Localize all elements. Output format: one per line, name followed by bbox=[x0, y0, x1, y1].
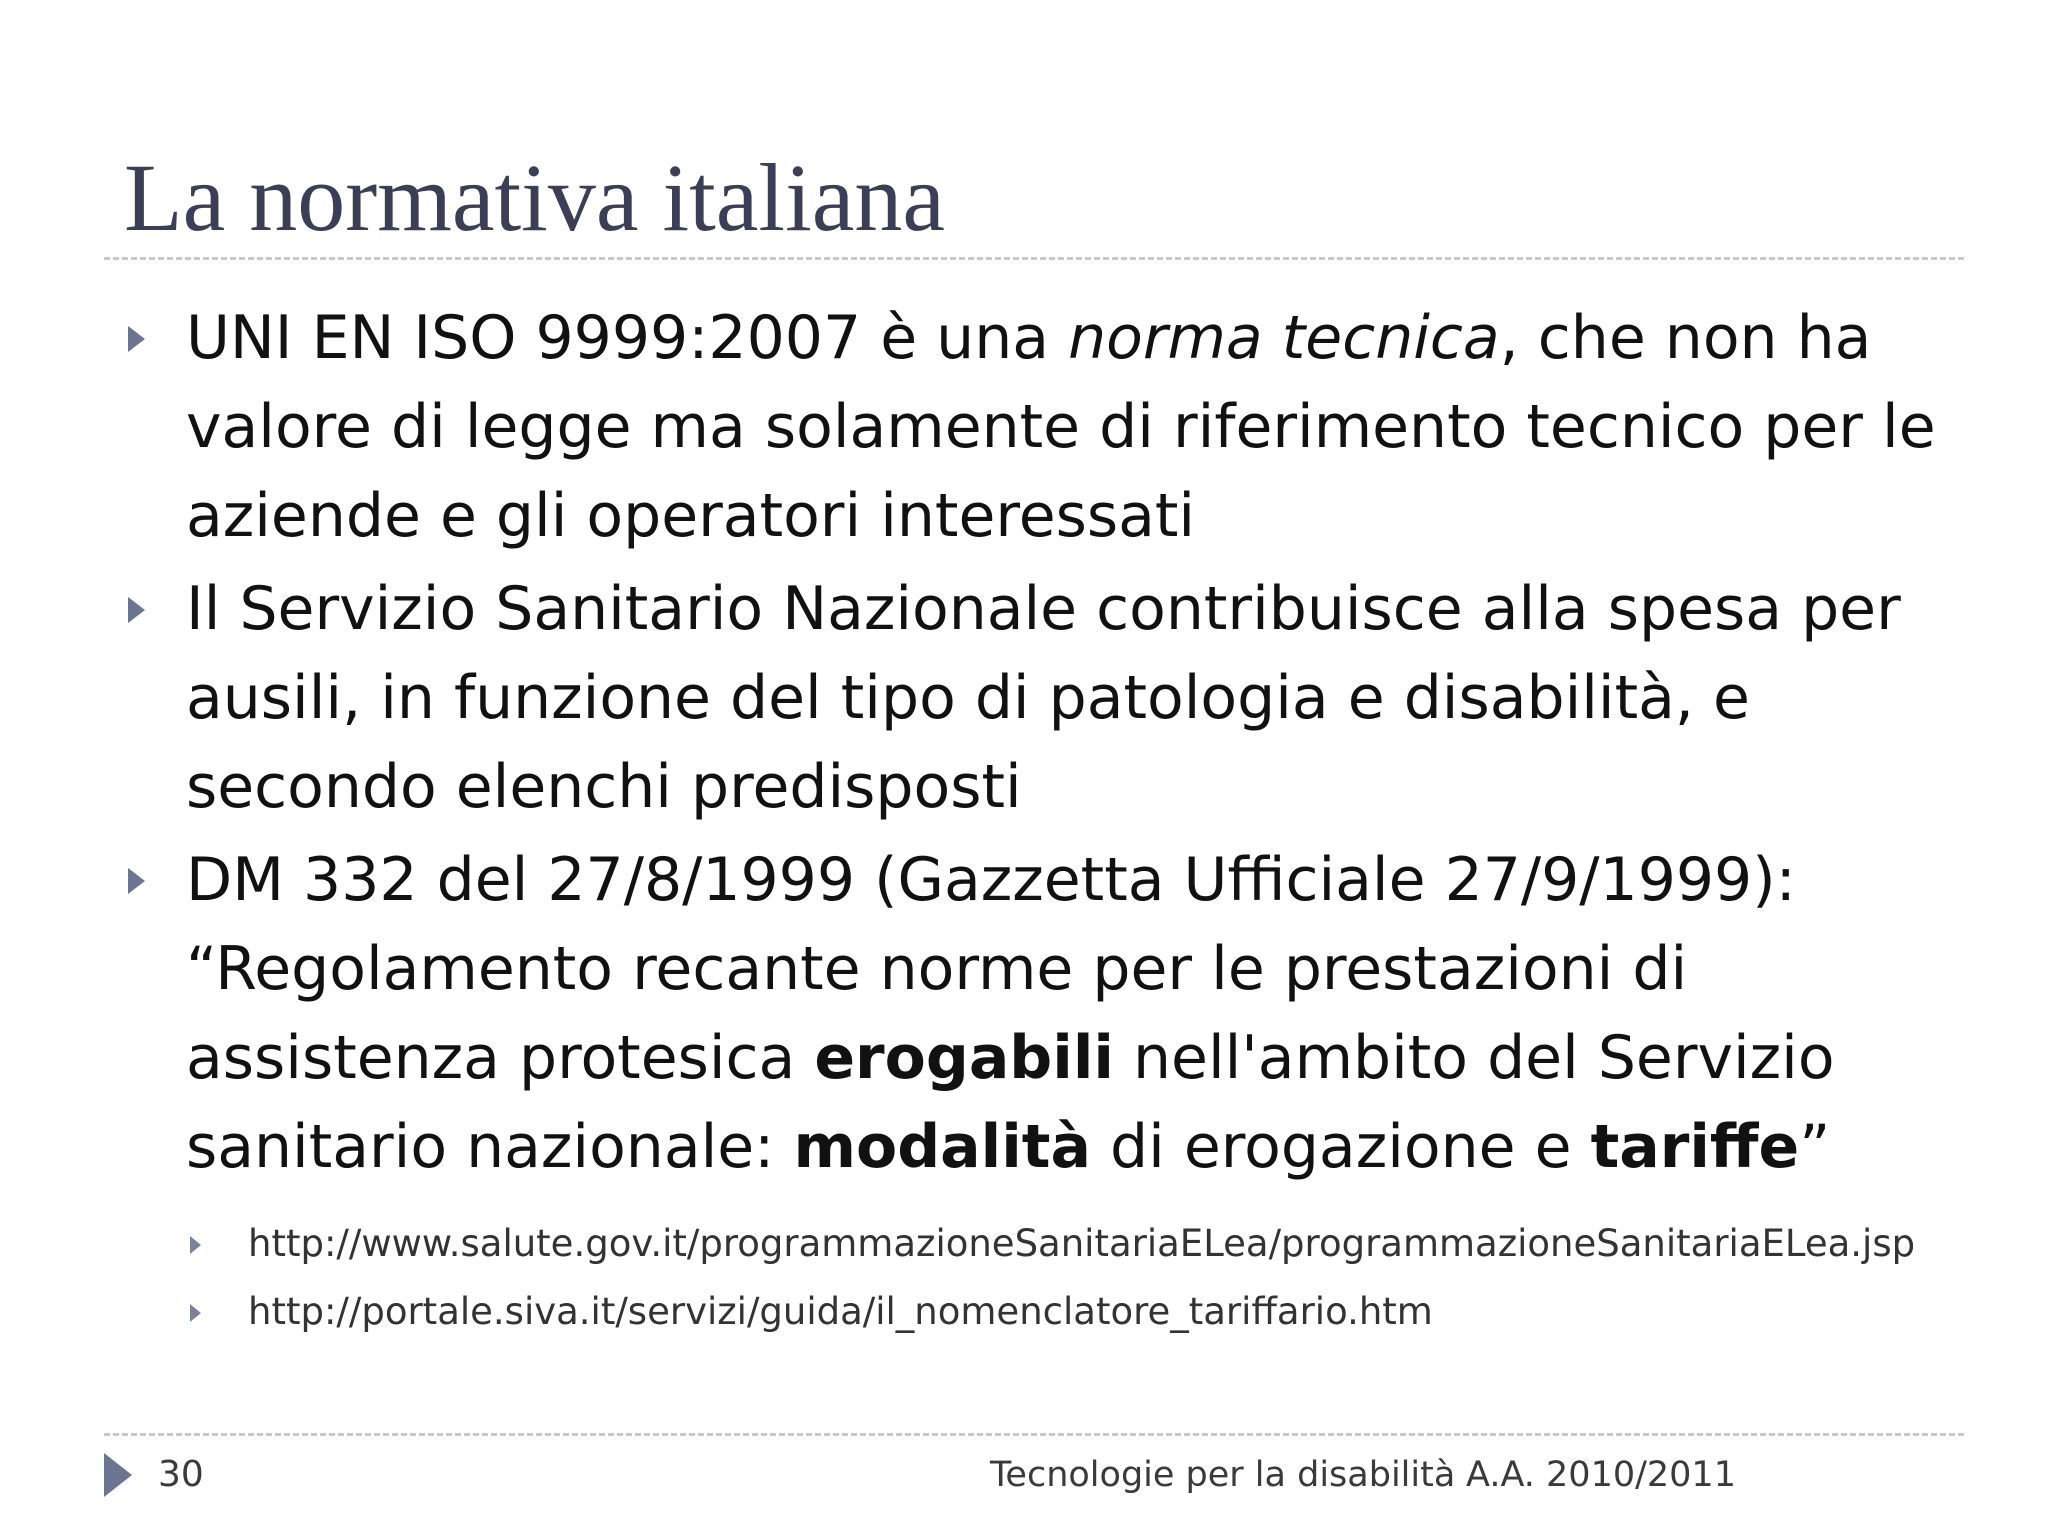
bullet-item bbox=[126, 294, 1966, 561]
bullet-text: di erogazione e bbox=[1090, 1112, 1591, 1182]
bold-text: modalità bbox=[793, 1112, 1091, 1182]
play-arrow-icon bbox=[104, 1453, 132, 1497]
triangle-bullet-icon bbox=[190, 1304, 201, 1322]
sub-bullet-list bbox=[126, 1210, 1966, 1346]
triangle-bullet-icon bbox=[128, 868, 145, 894]
bullet-text: UNI EN ISO 9999:2007 è una bbox=[186, 303, 1069, 373]
link-salute[interactable]: http://www.salute.gov.it/programmazioneSanitariaELea/programmazioneSanitariaELea.jsp bbox=[248, 1222, 1916, 1265]
bullet-text: , che non ha valore di legge ma solamente di riferimento tecnico per le aziende e gli operatori interessati bbox=[186, 303, 1936, 551]
title-divider bbox=[104, 257, 1964, 260]
bold-text: tariffe bbox=[1590, 1112, 1800, 1182]
footer-academic-year: A.A. 2010/2011 bbox=[1466, 1455, 1736, 1495]
footer-divider bbox=[104, 1433, 1964, 1436]
page-number: 30 bbox=[158, 1454, 204, 1495]
bullet-item bbox=[126, 836, 1966, 1192]
slide-body bbox=[126, 294, 1966, 1346]
slide-title: La normativa italiana bbox=[124, 144, 945, 251]
bold-text: erogabili bbox=[814, 1023, 1114, 1093]
link-siva[interactable]: http://portale.siva.it/servizi/guida/il_nomenclatore_tariffario.htm bbox=[248, 1290, 1433, 1333]
bullet-item bbox=[126, 565, 1966, 832]
bullet-text: DM 332 del 27/8/1999 (Gazzetta Ufficiale 27/9/1999): “Regolamento recante norme per le prestazioni di assistenza protesica bbox=[186, 845, 1796, 1093]
emphasis-text: norma tecnica bbox=[1068, 303, 1500, 373]
sub-bullet-item bbox=[126, 1278, 1966, 1346]
sub-bullet-item bbox=[126, 1210, 1966, 1278]
bullet-text: nell'ambito del Servizio sanitario nazionale: bbox=[186, 1023, 1835, 1182]
triangle-bullet-icon bbox=[128, 326, 145, 352]
bullet-text: Il Servizio Sanitario Nazionale contribuisce alla spesa per ausili, in funzione del tipo di patologia e disabilità, e secondo elenchi predisposti bbox=[186, 574, 1901, 822]
bullet-text: ” bbox=[1799, 1112, 1831, 1182]
footer-course: Tecnologie per la disabilità bbox=[990, 1455, 1456, 1495]
triangle-bullet-icon bbox=[128, 597, 145, 623]
triangle-bullet-icon bbox=[190, 1236, 201, 1254]
